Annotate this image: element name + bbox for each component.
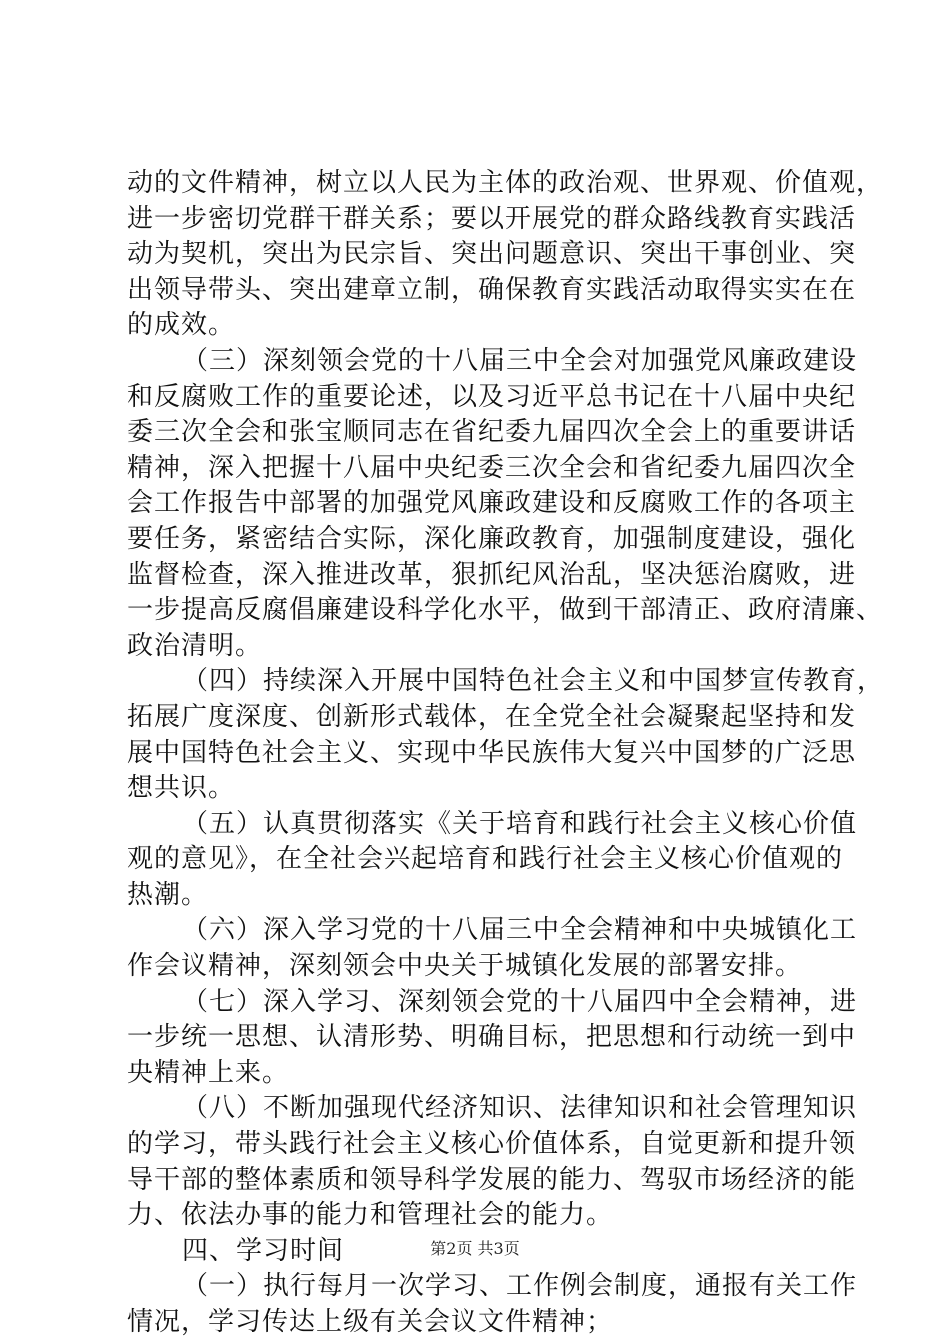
text-line: 力、依法办事的能力和管理社会的能力。 [127,1200,614,1231]
text-line: 进一步密切党群干群关系；要以开展党的群众路线教育实践活 [127,203,857,234]
text-line: 央精神上来。 [127,1057,290,1088]
text-line: 的学习，带头践行社会主义核心价值体系，自觉更新和提升领 [127,1129,857,1160]
text-line: 精神，深入把握十八届中央纪委三次全会和省纪委九届四次全 [127,452,857,483]
text-line: 政治清明。 [127,630,263,661]
text-line: 动为契机，突出为民宗旨、突出问题意识、突出干事创业、突 [127,239,857,270]
text-line: （一）执行每月一次学习、工作例会制度，通报有关工作 [182,1271,858,1302]
text-line: （四）持续深入开展中国特色社会主义和中国梦宣传教育， [182,666,885,697]
text-line: 监督检查，深入推进改革，狠抓纪风治乱，坚决惩治腐败，进 [127,559,857,590]
text-line: 和反腐败工作的重要论述，以及习近平总书记在十八届中央纪 [127,381,857,412]
text-line: 动的文件精神，树立以人民为主体的政治观、世界观、价值观， [127,168,884,198]
text-line: （八）不断加强现代经济知识、法律知识和社会管理知识 [182,1093,858,1124]
text-line: 一步统一思想、认清形势、明确目标，把思想和行动统一到中 [127,1022,857,1053]
text-line: 想共识。 [127,773,236,804]
text-line: 展中国特色社会主义、实现中华民族伟大复兴中国梦的广泛思 [127,737,857,768]
text-line: 热潮。 [127,879,209,910]
text-line: 作会议精神，深刻领会中央关于城镇化发展的部署安排。 [127,951,803,982]
text-line: 一步提高反腐倡廉建设科学化水平，做到干部清正、政府清廉、 [127,595,884,626]
text-line: （三）深刻领会党的十八届三中全会对加强党风廉政建设 [182,345,858,376]
text-line: （五）认真贯彻落实《关于培育和践行社会主义核心价值 [182,808,858,839]
text-line: 会工作报告中部署的加强党风廉政建设和反腐败工作的各项主 [127,488,857,519]
text-line: 委三次全会和张宝顺同志在省纪委九届四次全会上的重要讲话 [127,417,857,448]
text-line: 要任务，紧密结合实际，深化廉政教育，加强制度建设，强化 [127,523,857,554]
text-line: 拓展广度深度、创新形式载体，在全党全社会凝聚起坚持和发 [127,701,857,732]
text-line: 情况，学习传达上级有关会议文件精神； [127,1307,614,1337]
document-body [127,166,885,1341]
text-line: （六）深入学习党的十八届三中全会精神和中央城镇化工 [182,915,858,946]
text-line: 的成效。 [127,310,236,341]
text-line: （七）深入学习、深刻领会党的十八届四中全会精神，进 [182,986,858,1017]
text-line: 出领导带头、突出建章立制，确保教育实践活动取得实实在在 [127,274,857,305]
text-line: 四、学习时间 [182,1235,345,1266]
page-footer: 第2页 共3页 [430,1239,520,1258]
text-line: 导干部的整体素质和领导科学发展的能力、驾驭市场经济的能 [127,1164,857,1195]
text-line: 观的意见》，在全社会兴起培育和践行社会主义核心价值观的 [127,844,844,875]
